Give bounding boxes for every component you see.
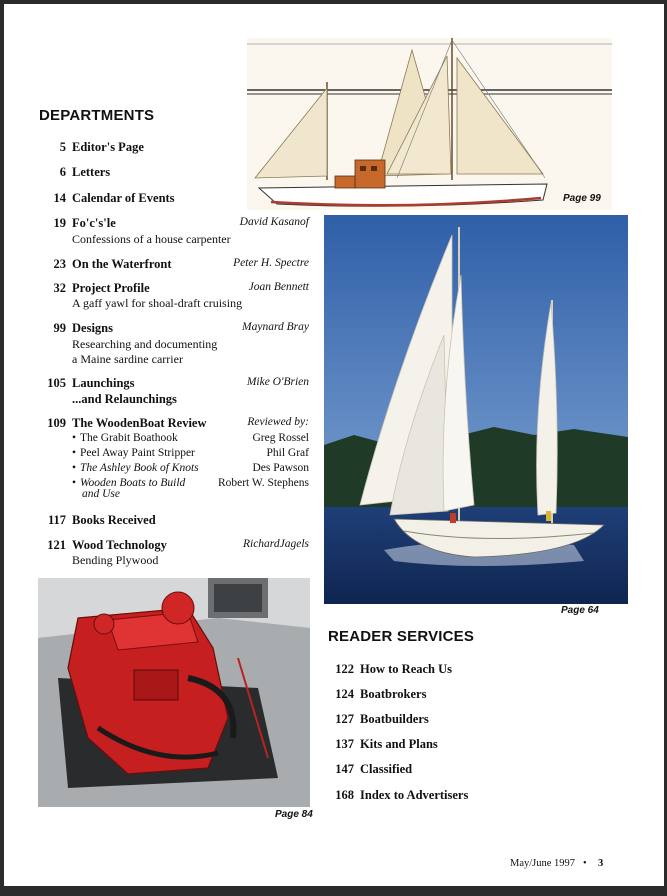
review-title[interactable]: The Ashley Book of Knots [80,462,199,474]
dept-page-number: 32 [53,281,66,295]
departments-heading: DEPARTMENTS [39,107,155,124]
caption-drawing: Page 99 [563,193,601,204]
review-title[interactable]: Wooden Boats to Build [80,477,186,489]
review-bullet: • [72,477,77,489]
service-page-number: 122 [335,662,354,676]
service-title[interactable]: Index to Advertisers [360,788,469,802]
engine-photo [38,578,310,807]
dept-title[interactable]: Calendar of Events [72,191,175,205]
dept-subtitle: a Maine sardine carrier [72,352,183,366]
dept-page-number: 23 [53,257,66,271]
sardine-carrier-drawing [247,38,612,210]
dept-subtitle: A gaff yawl for shoal-draft cruising [72,296,243,310]
dept-author: Mike O'Brien [246,376,309,388]
service-title[interactable]: Kits and Plans [360,737,438,751]
review-bullet: • [72,462,77,474]
dept-subtitle: Bending Plywood [72,553,159,567]
footer-issue-date: May/June 1997 [510,858,576,869]
service-page-number: 168 [335,788,354,802]
review-reviewer: Greg Rossel [252,432,309,444]
dept-title[interactable]: On the Waterfront [72,257,172,271]
magazine-page [4,4,664,886]
dept-page-number: 121 [47,538,66,552]
dept-page-number: 6 [59,165,66,179]
dept-page-number: 5 [59,140,66,154]
dept-title[interactable]: Letters [72,165,111,179]
dept-title[interactable]: Books Received [72,513,156,527]
reader-services-heading: READER SERVICES [328,628,475,645]
service-title[interactable]: Classified [360,762,413,776]
dept-page-number: 19 [53,216,66,230]
dept-author: Peter H. Spectre [233,257,309,269]
dept-title[interactable]: Project Profile [72,281,150,295]
service-page-number: 124 [335,687,354,701]
dept-title[interactable]: Wood Technology [72,538,167,552]
dept-title[interactable]: Launchings [72,376,135,390]
dept-title[interactable]: ...and Relaunchings [72,392,177,406]
service-page-number: 137 [335,737,354,751]
review-reviewer: Robert W. Stephens [217,477,309,489]
review-title[interactable]: Peel Away Paint Stripper [80,447,195,459]
review-bullet: • [72,447,77,459]
dept-author: David Kasanof [239,216,309,228]
review-reviewer: Des Pawson [252,462,309,474]
caption-sailboat: Page 64 [561,605,599,616]
dept-title[interactable]: The WoodenBoat Review [72,416,207,430]
footer-separator: • [583,858,587,869]
dept-title[interactable]: Editor's Page [72,140,144,154]
review-reviewer: Phil Graf [266,447,309,459]
service-title[interactable]: Boatbrokers [360,687,427,701]
service-title[interactable]: Boatbuilders [360,712,429,726]
dept-page-number: 14 [53,191,66,205]
review-title[interactable]: The Grabit Boathook [80,432,178,444]
service-page-number: 127 [335,712,354,726]
review-title[interactable]: and Use [82,488,121,500]
dept-subtitle: Researching and documenting [72,337,218,351]
dept-author: Maynard Bray [242,321,309,333]
dept-title[interactable]: Fo'c's'le [72,216,116,230]
service-title[interactable]: How to Reach Us [360,662,453,676]
caption-engine: Page 84 [275,809,313,820]
dept-page-number: 117 [47,513,66,527]
dept-page-number: 109 [47,416,66,430]
dept-title[interactable]: Designs [72,321,113,335]
dept-author: Reviewed by: [247,416,309,428]
sailboat-photo [324,215,628,604]
service-page-number: 147 [335,762,354,776]
footer-page-number: 3 [598,858,604,869]
dept-page-number: 99 [53,321,66,335]
dept-page-number: 105 [47,376,66,390]
dept-subtitle: Confessions of a house carpenter [72,232,231,246]
review-bullet: • [72,432,77,444]
dept-author: RichardJagels [242,538,309,550]
dept-author: Joan Bennett [248,281,309,293]
